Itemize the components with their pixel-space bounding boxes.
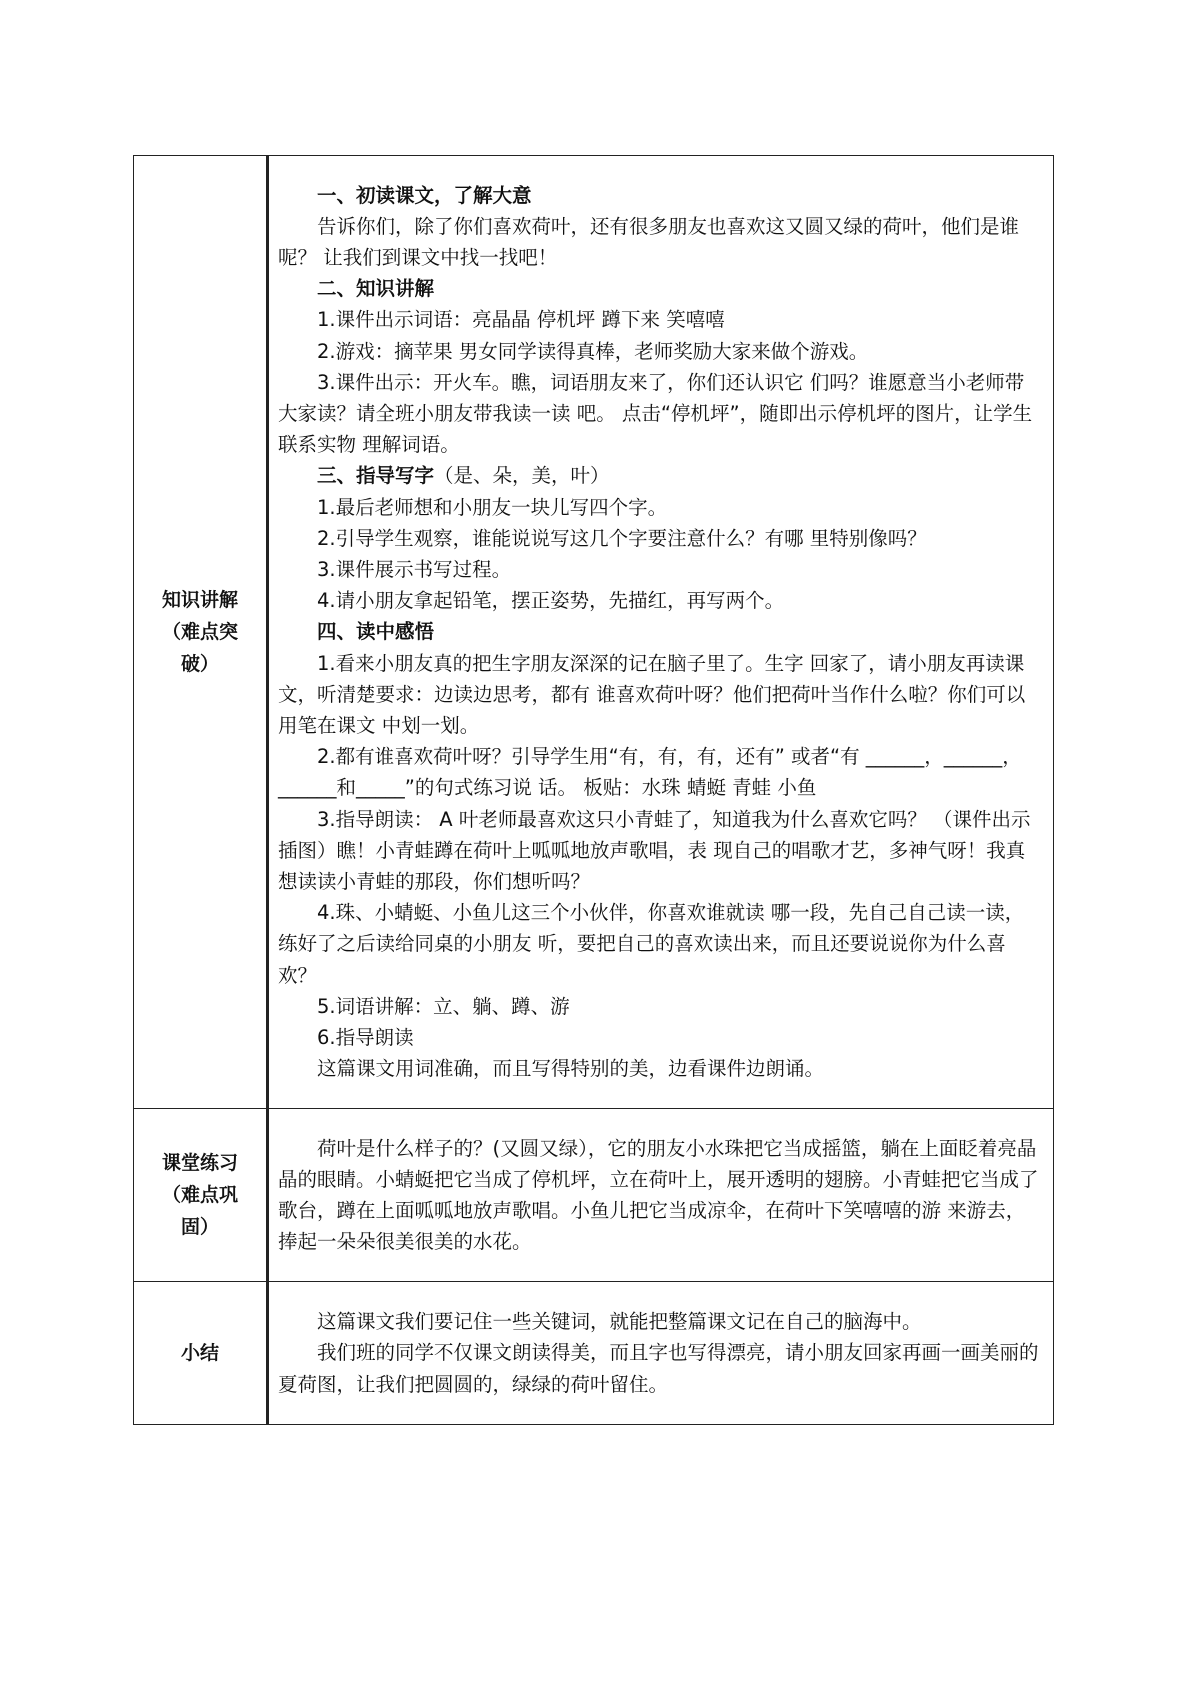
practice-label-line: 固） xyxy=(180,1216,219,1238)
knowledge-label-cell xyxy=(134,156,268,1109)
knowledge-label-line: （难点突 xyxy=(161,621,238,643)
paragraph: 6.指导朗读 xyxy=(317,1026,414,1050)
section-heading: 四、读中感悟 xyxy=(317,620,435,644)
paragraph: 荷叶是什么样子的？(又圆又绿），它的朋友小水珠把它当成摇篮，躺在上面眨着亮晶晶的眼睛。小蜻蜓把它当成了停机坪，立在荷叶上，展开透明的翅膀。小青蛙把它当成了歌台，蹲在上面呱呱地放声歌唱。小鱼儿把它当成凉伞，在荷叶下笑嘻嘻的游 来游去，捧起一朵朵很美很美的水花。 xyxy=(278,1136,1039,1254)
practice-label-line: （难点巩 xyxy=(161,1184,238,1206)
paragraph: 5.词语讲解：立、躺、蹲、游 xyxy=(317,994,570,1018)
paragraph: 告诉你们，除了你们喜欢荷叶，还有很多朋友也喜欢这又圆又绿的荷叶，他们是谁呢？ 让我们到课文中找一找吧！ xyxy=(278,214,1020,269)
practice-row xyxy=(134,1109,1054,1282)
knowledge-content-cell xyxy=(268,156,1054,1109)
section-heading-text: 三、指导写字 xyxy=(317,464,435,488)
summary-label-cell xyxy=(134,1282,268,1425)
paragraph: 3.课件展示书写过程。 xyxy=(317,557,512,581)
paragraph: 2.引导学生观察，谁能说说写这几个字要注意什么？有哪 里特别像吗？ xyxy=(317,526,927,550)
paragraph: 1.最后老师想和小朋友一块儿写四个字。 xyxy=(317,495,668,519)
paragraph: 4.请小朋友拿起铅笔，摆正姿势，先描红，再写两个。 xyxy=(317,589,785,613)
paragraph: 这篇课文用词准确，而且写得特别的美，边看课件边朗诵。 xyxy=(317,1057,825,1081)
paragraph: 3.指导朗读： A 叶老师最喜欢这只小青蛙了，知道我为什么喜欢它吗？ （课件出示插图）瞧！小青蛙蹲在荷叶上呱呱地放声歌唱，表 现自己的唱歌才艺，多神气呀！我真想读读小青蛙的那段，你们想听吗？ xyxy=(278,807,1031,894)
section-heading-with-suffix xyxy=(278,460,1041,491)
practice-label-line: 课堂练习 xyxy=(161,1152,238,1174)
paragraph: 3.课件出示：开火车。瞧，词语朋友来了，你们还认识它 们吗？谁愿意当小老师带大家读？请全班小朋友带我读一读 吧。 点击“停机坪”，随即出示停机坪的图片，让学生联系实物 理解词语。 xyxy=(278,370,1033,457)
practice-content-cell xyxy=(268,1109,1054,1282)
section-heading-suffix: （是、朵，美，叶） xyxy=(434,464,610,488)
paragraph: 1.课件出示词语：亮晶晶 停机坪 蹲下来 笑嘻嘻 xyxy=(317,308,725,332)
paragraph: 4.珠、小蜻蜓、小鱼儿这三个小伙伴，你喜欢谁就读 哪一段，先自己自己读一读，练好了之后读给同桌的小朋友 听，要把自己的喜欢读出来，而且还要说说你为什么喜欢？ xyxy=(278,901,1025,987)
section-heading: 二、知识讲解 xyxy=(317,277,435,301)
paragraph: 这篇课文我们要记住一些关键词，就能把整篇课文记在自己的脑海中。 xyxy=(317,1310,922,1334)
summary-row xyxy=(134,1282,1054,1425)
summary-content-cell xyxy=(268,1282,1054,1425)
knowledge-row xyxy=(134,156,1054,1109)
paragraph: 我们班的同学不仅课文朗读得美，而且字也写得漂亮，请小朋友回家再画一画美丽的夏荷图，让我们把圆圆的，绿绿的荷叶留住。 xyxy=(278,1341,1039,1396)
paragraph: 2.都有谁喜欢荷叶呀？引导学生用“有，有，有，还有” 或者“有 ______，______，______和_____”的句式练习说 话。 板贴：水珠 蜻蜓 青蛙 小鱼 xyxy=(278,745,1022,800)
section-heading: 一、初读课文，了解大意 xyxy=(317,183,532,207)
knowledge-label-line: 知识讲解 xyxy=(161,589,238,611)
knowledge-label-line: 破） xyxy=(180,653,219,675)
practice-label-cell xyxy=(134,1109,268,1282)
paragraph: 1.看来小朋友真的把生字朋友深深的记在脑子里了。生字 回家了，请小朋友再读课文，听清楚要求：边读边思考，都有 谁喜欢荷叶呀？他们把荷叶当作什么啦？你们可以用笔在课文 中划一划。 xyxy=(278,651,1026,737)
summary-label-line: 小结 xyxy=(180,1342,219,1364)
lesson-plan-table xyxy=(133,155,1054,1425)
paragraph: 2.游戏：摘苹果 男女同学读得真棒，老师奖励大家来做个游戏。 xyxy=(317,339,869,363)
